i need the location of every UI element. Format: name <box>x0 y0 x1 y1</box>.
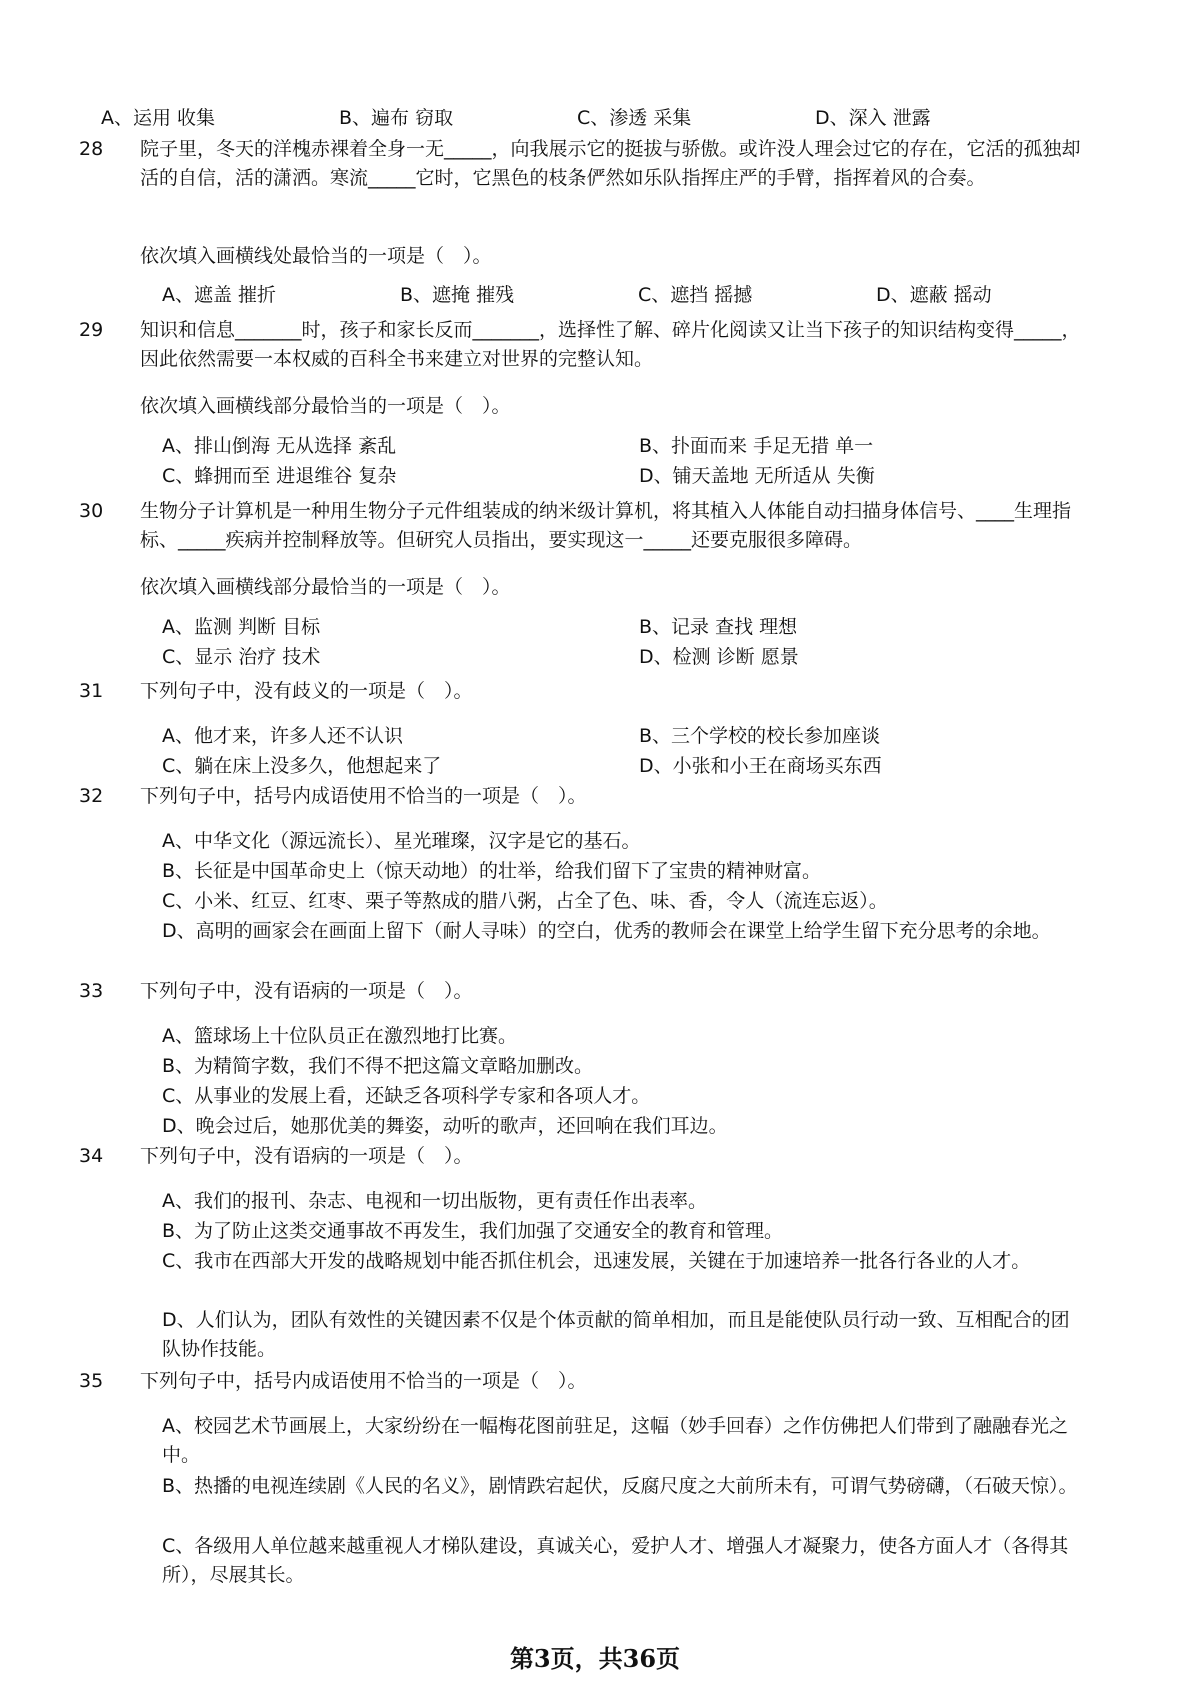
q34-option-a: A、我们的报刊、杂志、电视和一切出版物，更有责任作出表率。 <box>162 1190 707 1212</box>
question-text: 下列句子中，没有语病的一项是（ ）。 <box>140 1145 473 1167</box>
question-number: 34 <box>79 1145 104 1167</box>
question-number: 30 <box>79 500 104 522</box>
q29-option-b: B、扑面而来 手足无措 单一 <box>639 435 874 457</box>
q27-option-c: C、渗透 采集 <box>577 107 692 129</box>
question-text: 院子里，冬天的洋槐赤裸着全身一无_____，向我展示它的挺拔与骄傲。或许没人理会过它的存在，它活的孤独却活的自信，活的潇洒。寒流_____它时，它黑色的枝条俨然如乐队指挥庄严的手臂，指挥着风的合奏。 <box>140 138 1081 189</box>
q34-option-c: C、我市在西部大开发的战略规划中能否抓住机会，迅速发展，关键在于加速培养一批各行各业的人才。 <box>162 1250 1031 1272</box>
question-text: 知识和信息_______时，孩子和家长反而_______，选择性了解、碎片化阅读又让当下孩子的知识结构变得_____，因此依然需要一本权威的百科全书来建立对世界的完整认知。 <box>140 319 1081 370</box>
question-text: 下列句子中，没有歧义的一项是（ ）。 <box>140 680 473 702</box>
q31-option-a: A、他才来，许多人还不认识 <box>162 725 403 747</box>
question-prompt: 依次填入画横线部分最恰当的一项是（ ）。 <box>140 395 511 417</box>
question-text: 生物分子计算机是一种用生物分子元件组装成的纳米级计算机，将其植入人体能自动扫描身体信号、____生理指标、_____疾病并控制释放等。但研究人员指出，要实现这一_____还要克服很多障碍。 <box>140 500 1072 551</box>
page-footer: 第3页，共36页 <box>509 1644 681 1673</box>
question-number: 33 <box>79 980 104 1002</box>
q31-option-c: C、躺在床上没多久，他想起来了 <box>162 755 442 777</box>
q30-option-c: C、显示 治疗 技术 <box>162 646 321 668</box>
question-number: 29 <box>79 319 104 341</box>
q31-option-d: D、小张和小王在商场买东西 <box>639 755 882 777</box>
q33-option-c: C、从事业的发展上看，还缺乏各项科学专家和各项人才。 <box>162 1085 651 1107</box>
q29-option-a: A、排山倒海 无从选择 紊乱 <box>162 435 397 457</box>
q28-option-a: A、遮盖 摧折 <box>162 284 277 306</box>
q35-option-b: B、热播的电视连续剧《人民的名义》，剧情跌宕起伏，反腐尺度之大前所未有，可谓气势磅礴，（石破天惊）。 <box>162 1475 1078 1497</box>
q29-option-c: C、蜂拥而至 进退维谷 复杂 <box>162 465 397 487</box>
q33-option-d: D、晚会过后，她那优美的舞姿，动听的歌声，还回响在我们耳边。 <box>162 1115 728 1137</box>
q34-option-b: B、为了防止这类交通事故不再发生，我们加强了交通安全的教育和管理。 <box>162 1220 784 1242</box>
q28-options <box>162 281 1114 310</box>
q29-options-row-2 <box>162 462 1112 491</box>
q31-option-b: B、三个学校的校长参加座谈 <box>639 725 881 747</box>
q33-option-a: A、篮球场上十位队员正在激烈地打比赛。 <box>162 1025 517 1047</box>
q35-option-a: A、校园艺术节画展上，大家纷纷在一幅梅花图前驻足，这幅（妙手回春）之作仿佛把人们带到了融融春光之中。 <box>162 1415 1069 1466</box>
q32-option-c: C、小米、红豆、红枣、栗子等熬成的腊八粥，占全了色、味、香，令人（流连忘返）。 <box>162 890 888 912</box>
q27-options <box>101 104 1053 133</box>
q32-option-d: D、高明的画家会在画面上留下（耐人寻味）的空白，优秀的教师会在课堂上给学生留下充分思考的余地。 <box>162 920 1051 942</box>
q30-options-row-2 <box>162 643 1112 672</box>
q35-option-c: C、各级用人单位越来越重视人才梯队建设，真诚关心，爱护人才、增强人才凝聚力，使各方面人才（各得其所），尽展其长。 <box>162 1535 1069 1586</box>
q30-option-d: D、检测 诊断 愿景 <box>639 646 799 668</box>
question-prompt: 依次填入画横线部分最恰当的一项是（ ）。 <box>140 576 511 598</box>
q29-options-row-1 <box>162 432 1112 461</box>
q29-option-d: D、铺天盖地 无所适从 失衡 <box>639 465 875 487</box>
q33-option-b: B、为精简字数，我们不得不把这篇文章略加删改。 <box>162 1055 594 1077</box>
q30-option-a: A、监测 判断 目标 <box>162 616 321 638</box>
q27-option-b: B、遍布 窃取 <box>339 107 454 129</box>
q32-option-a: A、中华文化（源远流长）、星光璀璨，汉字是它的基石。 <box>162 830 641 852</box>
question-number: 31 <box>79 680 104 702</box>
q32-option-b: B、长征是中国革命史上（惊天动地）的壮举，给我们留下了宝贵的精神财富。 <box>162 860 822 882</box>
question-prompt: 依次填入画横线处最恰当的一项是（ ）。 <box>140 245 492 267</box>
question-number: 35 <box>79 1370 104 1392</box>
q31-options-row-2 <box>162 752 1112 781</box>
question-text: 下列句子中，没有语病的一项是（ ）。 <box>140 980 473 1002</box>
q28-option-c: C、遮挡 摇撼 <box>638 284 753 306</box>
q27-option-d: D、深入 泄露 <box>815 107 931 129</box>
q27-option-a: A、运用 收集 <box>101 107 216 129</box>
q34-option-d: D、人们认为，团队有效性的关键因素不仅是个体贡献的简单相加，而且是能使队员行动一致、互相配合的团队协作技能。 <box>162 1309 1070 1360</box>
q30-options-row-1 <box>162 613 1112 642</box>
question-number: 32 <box>79 785 104 807</box>
question-number: 28 <box>79 138 104 160</box>
question-text: 下列句子中，括号内成语使用不恰当的一项是（ ）。 <box>140 1370 587 1392</box>
q31-options-row-1 <box>162 722 1112 751</box>
q28-option-b: B、遮掩 摧残 <box>400 284 515 306</box>
question-text: 下列句子中，括号内成语使用不恰当的一项是（ ）。 <box>140 785 587 807</box>
q28-option-d: D、遮蔽 摇动 <box>876 284 992 306</box>
q30-option-b: B、记录 查找 理想 <box>639 616 798 638</box>
